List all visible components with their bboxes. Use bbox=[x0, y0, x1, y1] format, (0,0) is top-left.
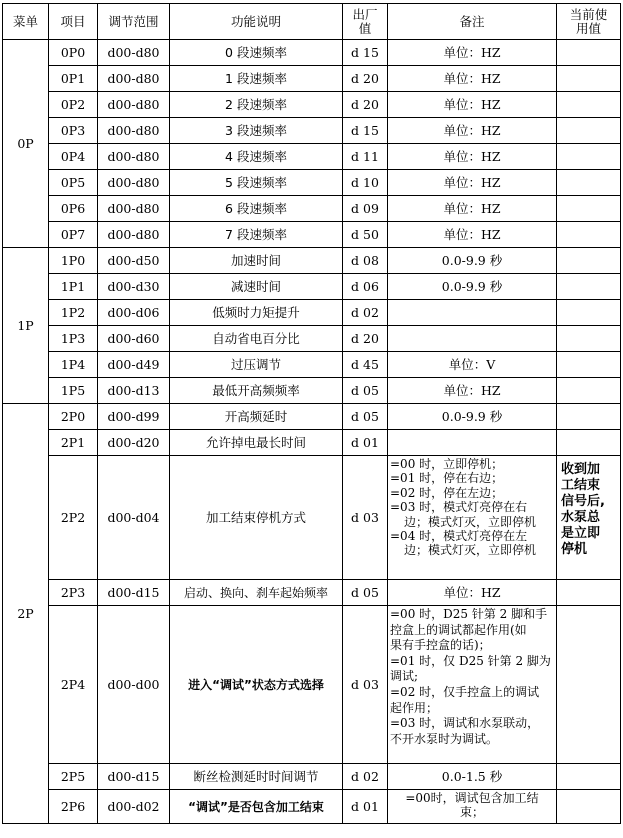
factory-cell: d 02 bbox=[343, 300, 388, 326]
range-cell: d00-d13 bbox=[98, 378, 170, 404]
table-row bbox=[3, 248, 621, 274]
function-cell: 过压调节 bbox=[170, 352, 343, 378]
current-cell bbox=[557, 274, 621, 300]
menu-cell-2P: 2P bbox=[3, 404, 49, 824]
range-cell: d00-d15 bbox=[98, 580, 170, 606]
col-header-current-line1: 当前使 bbox=[569, 6, 608, 22]
notes-cell: 单位：V bbox=[388, 352, 557, 378]
range-cell: d00-d80 bbox=[98, 196, 170, 222]
notes-line: 调试; bbox=[390, 669, 419, 684]
notes-cell: 0.0-1.5 秒 bbox=[388, 764, 557, 790]
notes-line: 控盒上的调试都起作用(如 bbox=[390, 622, 527, 637]
current-cell bbox=[557, 606, 621, 764]
table-row bbox=[3, 430, 621, 456]
item-cell: 2P5 bbox=[49, 764, 98, 790]
current-cell bbox=[557, 580, 621, 606]
function-cell: “调试”是否包含加工结束 bbox=[170, 790, 343, 824]
table-row bbox=[3, 144, 621, 170]
current-line: 工结束 bbox=[561, 478, 601, 493]
item-cell: 1P1 bbox=[49, 274, 98, 300]
current-cell bbox=[557, 92, 621, 118]
current-line: 停机 bbox=[561, 542, 588, 557]
col-header-factory-line1: 出厂 bbox=[352, 6, 378, 22]
range-cell: d00-d06 bbox=[98, 300, 170, 326]
notes-cell bbox=[388, 606, 557, 764]
item-cell: 2P6 bbox=[49, 790, 98, 824]
table-row bbox=[3, 222, 621, 248]
function-cell: 减速时间 bbox=[170, 274, 343, 300]
current-cell bbox=[557, 764, 621, 790]
factory-cell: d 20 bbox=[343, 326, 388, 352]
col-header-current-line2: 用值 bbox=[575, 20, 601, 36]
factory-cell: d 20 bbox=[343, 66, 388, 92]
table-row bbox=[3, 66, 621, 92]
notes-cell bbox=[388, 300, 557, 326]
current-cell bbox=[557, 790, 621, 824]
function-cell: 0 段速频率 bbox=[170, 40, 343, 66]
menu-cell-1P: 1P bbox=[3, 248, 49, 404]
notes-line: =04 时，模式灯亮停在左 bbox=[390, 529, 528, 544]
range-cell: d00-d80 bbox=[98, 40, 170, 66]
factory-cell: d 05 bbox=[343, 378, 388, 404]
factory-cell: d 20 bbox=[343, 92, 388, 118]
notes-line: 起作用； bbox=[390, 700, 439, 715]
function-cell: 2 段速频率 bbox=[170, 92, 343, 118]
col-header-notes: 备注 bbox=[388, 4, 557, 40]
table-row bbox=[3, 456, 621, 580]
item-cell: 0P4 bbox=[49, 144, 98, 170]
range-cell: d00-d02 bbox=[98, 790, 170, 824]
factory-cell: d 15 bbox=[343, 40, 388, 66]
notes-line: =00 时，D25 针第 2 脚和手 bbox=[390, 607, 548, 621]
notes-cell: 单位：HZ bbox=[388, 92, 557, 118]
factory-cell: d 45 bbox=[343, 352, 388, 378]
item-cell: 1P2 bbox=[49, 300, 98, 326]
factory-cell: d 02 bbox=[343, 764, 388, 790]
function-cell: 加工结束停机方式 bbox=[170, 456, 343, 580]
current-cell bbox=[557, 430, 621, 456]
notes-line: =01 时，停在右边； bbox=[390, 471, 504, 486]
notes-line: 边；模式灯灭，立即停机 bbox=[404, 543, 537, 558]
range-cell: d00-d04 bbox=[98, 456, 170, 580]
notes-cell bbox=[388, 326, 557, 352]
table-row bbox=[3, 92, 621, 118]
notes-line: =01 时，仅 D25 针第 2 脚为 bbox=[390, 653, 551, 668]
current-line: 信号后, bbox=[561, 494, 605, 509]
notes-line: 果有手控盒的话)； bbox=[390, 638, 491, 653]
item-cell: 0P6 bbox=[49, 196, 98, 222]
range-cell: d00-d80 bbox=[98, 92, 170, 118]
notes-cell: 单位：HZ bbox=[388, 118, 557, 144]
notes-cell: 单位：HZ bbox=[388, 378, 557, 404]
notes-line: 边；模式灯灭，立即停机 bbox=[404, 514, 537, 529]
current-cell bbox=[557, 404, 621, 430]
factory-cell: d 50 bbox=[343, 222, 388, 248]
table-row bbox=[3, 40, 621, 66]
factory-cell: d 08 bbox=[343, 248, 388, 274]
range-cell: d00-d49 bbox=[98, 352, 170, 378]
table-row bbox=[3, 790, 621, 824]
table-row bbox=[3, 606, 621, 764]
range-cell: d00-d60 bbox=[98, 326, 170, 352]
table-row bbox=[3, 326, 621, 352]
table-row bbox=[3, 580, 621, 606]
current-cell bbox=[557, 300, 621, 326]
notes-cell: 0.0-9.9 秒 bbox=[388, 248, 557, 274]
item-cell: 0P1 bbox=[49, 66, 98, 92]
current-cell bbox=[557, 378, 621, 404]
range-cell: d00-d99 bbox=[98, 404, 170, 430]
item-cell: 2P1 bbox=[49, 430, 98, 456]
notes-cell bbox=[388, 456, 557, 580]
col-header-menu: 菜单 bbox=[3, 4, 49, 40]
current-cell bbox=[557, 326, 621, 352]
notes-line: =03 时，模式灯亮停在右 bbox=[390, 500, 528, 515]
current-line: 收到加 bbox=[561, 462, 601, 477]
col-header-function: 功能说明 bbox=[170, 4, 343, 40]
item-cell: 2P2 bbox=[49, 456, 98, 580]
item-cell: 1P5 bbox=[49, 378, 98, 404]
notes-cell: 单位：HZ bbox=[388, 580, 557, 606]
current-cell bbox=[557, 144, 621, 170]
function-cell: 1 段速频率 bbox=[170, 66, 343, 92]
range-cell: d00-d80 bbox=[98, 144, 170, 170]
function-cell: 加速时间 bbox=[170, 248, 343, 274]
factory-cell: d 03 bbox=[343, 456, 388, 580]
notes-line: =02 时，仅手控盒上的调试 bbox=[390, 684, 540, 699]
table-row bbox=[3, 274, 621, 300]
notes-cell bbox=[388, 790, 557, 824]
range-cell: d00-d80 bbox=[98, 118, 170, 144]
current-cell bbox=[557, 352, 621, 378]
function-cell: 3 段速频率 bbox=[170, 118, 343, 144]
item-cell: 2P0 bbox=[49, 404, 98, 430]
notes-cell: 单位：HZ bbox=[388, 196, 557, 222]
function-cell: 允许掉电最长时间 bbox=[170, 430, 343, 456]
item-cell: 0P0 bbox=[49, 40, 98, 66]
current-cell bbox=[557, 248, 621, 274]
col-header-item: 项目 bbox=[49, 4, 98, 40]
function-cell: 自动省电百分比 bbox=[170, 326, 343, 352]
notes-cell bbox=[388, 430, 557, 456]
item-cell: 2P3 bbox=[49, 580, 98, 606]
notes-line: 束； bbox=[459, 805, 484, 820]
function-cell: 断丝检测延时时间调节 bbox=[170, 764, 343, 790]
item-cell: 1P0 bbox=[49, 248, 98, 274]
factory-cell: d 15 bbox=[343, 118, 388, 144]
current-cell bbox=[557, 66, 621, 92]
notes-line: 不开水泵时为调试。 bbox=[390, 731, 499, 746]
item-cell: 0P7 bbox=[49, 222, 98, 248]
current-cell bbox=[557, 118, 621, 144]
table-row bbox=[3, 404, 621, 430]
factory-cell: d 11 bbox=[343, 144, 388, 170]
range-cell: d00-d15 bbox=[98, 764, 170, 790]
notes-line: =00时，调试包含加工结 bbox=[405, 791, 539, 805]
col-header-factory bbox=[343, 4, 388, 40]
notes-cell: 0.0-9.9 秒 bbox=[388, 274, 557, 300]
parameter-table bbox=[2, 3, 621, 824]
item-cell: 2P4 bbox=[49, 606, 98, 764]
function-cell: 6 段速频率 bbox=[170, 196, 343, 222]
function-cell: 低频时力矩提升 bbox=[170, 300, 343, 326]
col-header-range: 调节范围 bbox=[98, 4, 170, 40]
current-cell bbox=[557, 170, 621, 196]
current-line: 水泵总 bbox=[561, 510, 601, 525]
function-cell: 进入“调试”状态方式选择 bbox=[170, 606, 343, 764]
range-cell: d00-d80 bbox=[98, 170, 170, 196]
function-cell: 4 段速频率 bbox=[170, 144, 343, 170]
notes-line: =00 时，立即停机； bbox=[390, 457, 504, 471]
range-cell: d00-d50 bbox=[98, 248, 170, 274]
factory-cell: d 05 bbox=[343, 580, 388, 606]
factory-cell: d 05 bbox=[343, 404, 388, 430]
table-row bbox=[3, 764, 621, 790]
range-cell: d00-d20 bbox=[98, 430, 170, 456]
table-row bbox=[3, 118, 621, 144]
header-row bbox=[3, 4, 621, 40]
factory-cell: d 10 bbox=[343, 170, 388, 196]
function-cell: 启动、换向、刹车起始频率 bbox=[170, 580, 343, 606]
notes-cell: 0.0-9.9 秒 bbox=[388, 404, 557, 430]
current-cell bbox=[557, 222, 621, 248]
notes-cell: 单位：HZ bbox=[388, 222, 557, 248]
current-cell bbox=[557, 196, 621, 222]
table-row bbox=[3, 196, 621, 222]
notes-cell: 单位：HZ bbox=[388, 170, 557, 196]
item-cell: 1P3 bbox=[49, 326, 98, 352]
function-cell: 5 段速频率 bbox=[170, 170, 343, 196]
table-row bbox=[3, 170, 621, 196]
factory-cell: d 01 bbox=[343, 430, 388, 456]
factory-cell: d 01 bbox=[343, 790, 388, 824]
notes-line: =02 时，停在左边； bbox=[390, 485, 504, 500]
item-cell: 0P5 bbox=[49, 170, 98, 196]
range-cell: d00-d80 bbox=[98, 66, 170, 92]
current-cell bbox=[557, 40, 621, 66]
notes-cell: 单位：HZ bbox=[388, 144, 557, 170]
col-header-current bbox=[557, 4, 621, 40]
range-cell: d00-d80 bbox=[98, 222, 170, 248]
function-cell: 最低开高频频率 bbox=[170, 378, 343, 404]
table-row bbox=[3, 378, 621, 404]
table-row bbox=[3, 352, 621, 378]
notes-cell: 单位：HZ bbox=[388, 40, 557, 66]
table-row bbox=[3, 300, 621, 326]
menu-cell-0P: 0P bbox=[3, 40, 49, 248]
item-cell: 0P2 bbox=[49, 92, 98, 118]
current-cell bbox=[557, 456, 621, 580]
notes-cell: 单位：HZ bbox=[388, 66, 557, 92]
factory-cell: d 06 bbox=[343, 274, 388, 300]
factory-cell: d 09 bbox=[343, 196, 388, 222]
notes-line: =03 时，调试和水泵联动， bbox=[390, 716, 540, 731]
item-cell: 1P4 bbox=[49, 352, 98, 378]
range-cell: d00-d00 bbox=[98, 606, 170, 764]
function-cell: 开高频延时 bbox=[170, 404, 343, 430]
factory-cell: d 03 bbox=[343, 606, 388, 764]
range-cell: d00-d30 bbox=[98, 274, 170, 300]
function-cell: 7 段速频率 bbox=[170, 222, 343, 248]
current-line: 是立即 bbox=[561, 526, 601, 541]
col-header-factory-line2: 值 bbox=[358, 20, 372, 36]
item-cell: 0P3 bbox=[49, 118, 98, 144]
